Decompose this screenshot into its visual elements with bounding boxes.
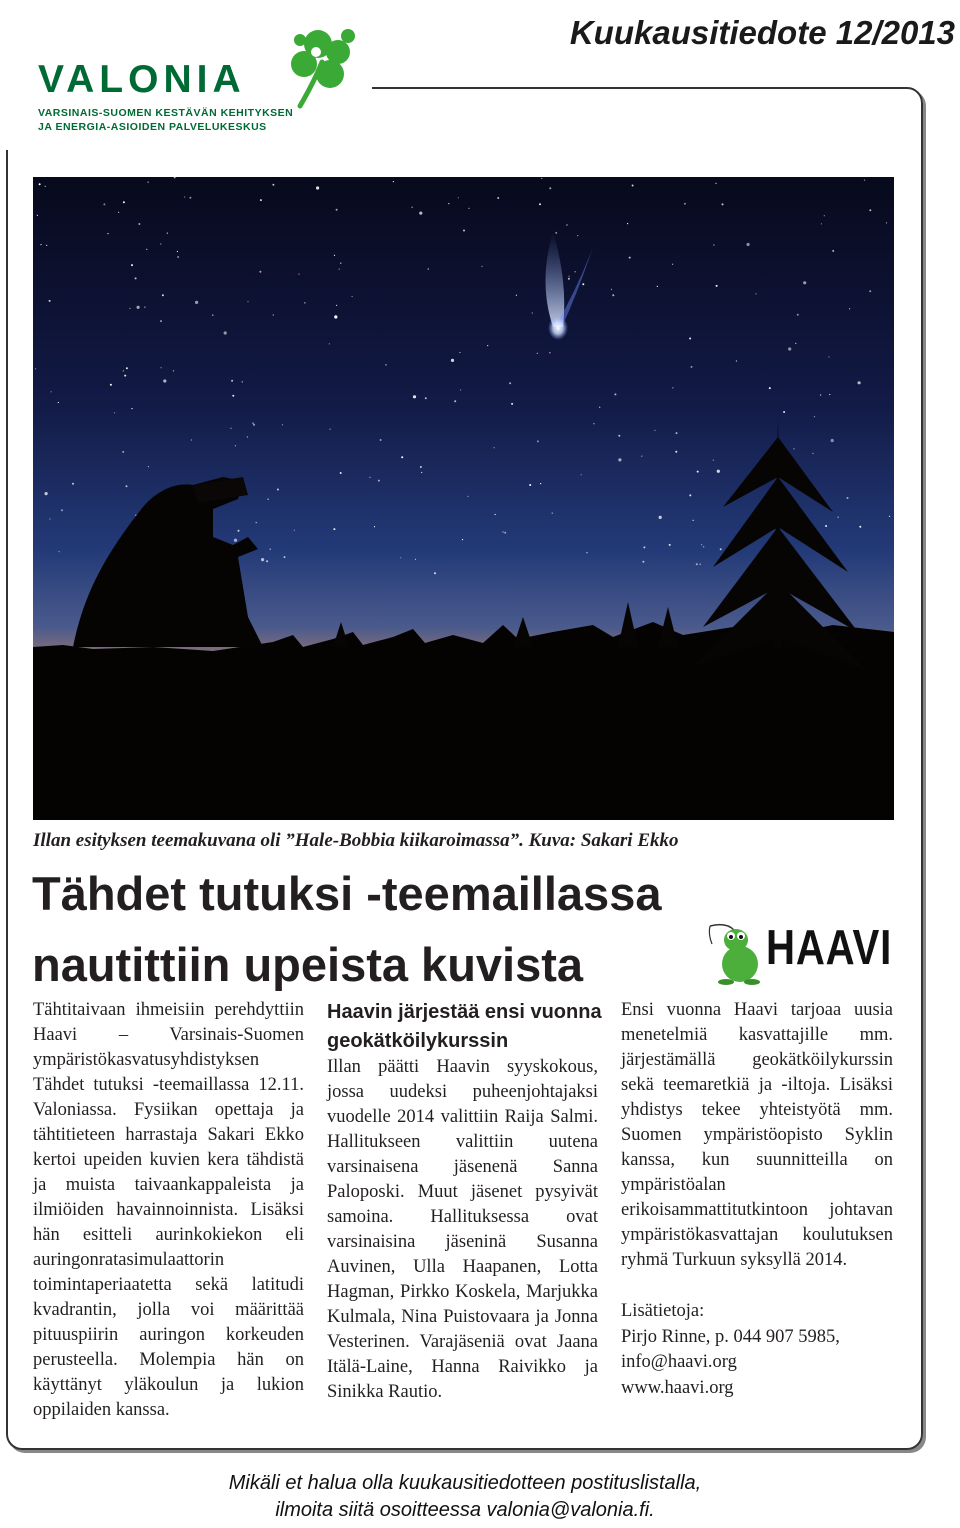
headline-line2: nautittiin upeista kuvista	[32, 938, 584, 991]
article-column-2: Illan päätti Haavin syyskokous, jossa uudeksi puheenjohtajaksi vuodelle 2014 valittiin Raija Salmi. Hallitukseen valittiin uutena varsinaisena jäsenenä Sanna Paloposki. Muut jäsenet pysyivät samoina. Hallituksessa ovat varsinaisina jäseninä Susanna Auvinen, Ulla Haapanen, Lotta Hagman, Pirkko Koskela, Marjukka Kulmala, Nina Puistovaara ja Jonna Vesterinen. Varajäseniä ovat Jaana Itälä-Laine, Hanna Raivikko ja Sinikka Rautio.	[327, 1057, 598, 1402]
star	[114, 412, 115, 413]
star	[568, 278, 570, 280]
star	[654, 430, 655, 431]
star	[421, 472, 422, 473]
star	[497, 197, 499, 199]
star	[256, 522, 257, 523]
star	[39, 183, 41, 185]
star	[123, 370, 124, 371]
star	[49, 300, 51, 302]
star	[700, 564, 701, 565]
star	[849, 308, 850, 309]
star	[385, 364, 386, 365]
star	[689, 338, 691, 340]
star	[123, 201, 125, 203]
star	[582, 283, 584, 285]
star	[509, 382, 511, 384]
star	[696, 563, 698, 565]
star	[374, 526, 375, 527]
star	[212, 315, 213, 316]
valonia-logo	[8, 8, 370, 148]
star	[122, 451, 124, 453]
star	[676, 432, 678, 434]
star	[599, 407, 600, 408]
star	[400, 557, 401, 558]
contact-info	[621, 1299, 893, 1401]
star	[612, 294, 614, 296]
star	[173, 370, 174, 371]
star	[659, 516, 662, 519]
star	[693, 520, 694, 521]
star	[820, 394, 821, 395]
star	[270, 549, 271, 550]
star	[160, 320, 162, 322]
star	[277, 489, 279, 491]
star	[49, 518, 50, 519]
logo-tagline-line2: JA ENERGIA-ASIOIDEN PALVELUKESKUS	[38, 121, 267, 133]
star	[253, 424, 255, 426]
star	[643, 546, 645, 548]
star	[294, 530, 295, 531]
star	[703, 546, 704, 547]
star	[161, 367, 162, 368]
star	[618, 458, 621, 461]
star	[191, 439, 192, 440]
star	[273, 314, 274, 315]
star	[333, 528, 335, 530]
star	[352, 296, 353, 297]
star	[428, 268, 429, 269]
star	[260, 199, 262, 201]
star	[148, 466, 149, 467]
star	[793, 448, 794, 449]
star	[795, 343, 796, 344]
footer-note	[0, 1470, 930, 1524]
star	[502, 531, 503, 532]
star	[35, 368, 36, 369]
article-column-1: Tähtitaivaan ihmeisiin perehdyttiin Haavi – Varsinais-Suomen ympäristökasvatusyhdistyksen Tähdet tutuksi -teemaillassa 12.11. Valoniassa. Fysiikan opettaja ja tähtitieteen harrastaja Sakari Ekko kertoi upeiden kuvien kera tähdistä ja muista taivaankappaleista ja ilmiöiden havainnoinnista. Lisäksi hän esitteli aurinkokiekon eli auringonratasimulaattorin toimintaperiaatetta sekä latitudi kvadrantin, jolla voi määrittää pituuspiirin auringon korkeuden perusteella. Molempia hän on käyttänyt yläkoulun ja lukion oppilaiden kanssa.	[33, 1000, 304, 1420]
star	[195, 301, 198, 304]
star	[540, 483, 541, 484]
star	[378, 480, 380, 482]
star	[577, 235, 578, 236]
star	[434, 572, 436, 574]
star	[889, 516, 890, 517]
article-headline	[32, 858, 712, 1000]
star	[812, 453, 813, 454]
star	[137, 306, 140, 309]
star	[336, 209, 338, 211]
star	[144, 307, 145, 308]
star	[701, 544, 702, 545]
star	[468, 208, 469, 209]
star	[672, 264, 673, 265]
star	[339, 269, 340, 270]
star	[247, 436, 248, 437]
column-2-heading: Haavin järjestää ensi vuonna geokätköilykurssin	[327, 1001, 602, 1052]
star	[549, 352, 550, 353]
star	[340, 472, 342, 474]
star	[138, 223, 140, 225]
star	[463, 230, 465, 232]
star	[51, 391, 52, 392]
star	[828, 356, 829, 357]
star	[316, 186, 319, 189]
star	[511, 403, 513, 405]
star	[146, 249, 147, 250]
star	[413, 395, 416, 398]
star	[448, 203, 449, 204]
star	[611, 289, 612, 290]
star	[415, 559, 416, 560]
star	[755, 293, 756, 294]
star	[238, 530, 240, 532]
star	[232, 395, 234, 397]
star	[715, 183, 716, 184]
star	[126, 367, 128, 369]
star	[247, 301, 248, 302]
star	[46, 245, 47, 246]
star	[821, 223, 822, 224]
star	[858, 381, 861, 384]
star	[532, 312, 533, 313]
star	[539, 203, 541, 205]
article-column-3: Ensi vuonna Haavi tarjoaa uusia menetelmiä kasvattajille mm. järjestämällä geokätköilykurssin sekä teemaretkiä ja -iltoja. Lisäksi yhdistys tekee yhteistyötä mm. Suomen ympäristöopisto Syklin kanssa, kun suunnitteilla on ympäristöalan erikoisammattitutkintoon johtavan ympäristökasvattajan koulutuksen ryhmä Turkuun syksyllä 2014.	[621, 1000, 893, 1270]
star	[160, 243, 161, 244]
star	[555, 232, 557, 234]
star	[336, 305, 337, 306]
star	[167, 233, 168, 234]
star	[847, 497, 849, 499]
photo-caption: Illan esityksen teemakuvana oli ”Hale-Bobbia kiikaroimassa”. Kuva: Sakari Ekko	[33, 830, 679, 851]
logo-tagline	[38, 106, 293, 134]
star	[516, 295, 517, 296]
star	[864, 180, 865, 181]
star	[586, 552, 587, 553]
star	[419, 212, 422, 215]
star	[268, 499, 269, 500]
star	[632, 185, 634, 187]
star	[657, 286, 658, 287]
star	[107, 233, 108, 234]
star	[641, 456, 642, 457]
star	[135, 277, 137, 279]
star	[494, 447, 495, 448]
star	[569, 276, 570, 277]
star	[886, 222, 887, 223]
star	[832, 250, 834, 252]
star	[672, 387, 673, 388]
issue-title: Kuukausitiedote 12/2013	[569, 14, 955, 51]
star	[261, 558, 264, 561]
star	[575, 271, 576, 272]
star	[304, 302, 305, 303]
star	[747, 243, 750, 246]
star	[566, 224, 567, 225]
star	[369, 477, 370, 478]
star	[231, 380, 233, 382]
clover-icon	[278, 22, 368, 112]
star	[689, 494, 691, 496]
star	[230, 428, 231, 429]
star	[495, 514, 496, 515]
comet-night-photo	[33, 177, 894, 820]
star	[131, 408, 132, 409]
headline-line1: Tähdet tutuksi -teemaillassa	[32, 867, 662, 920]
star	[118, 212, 119, 213]
star	[838, 517, 839, 518]
star	[783, 411, 785, 413]
star	[459, 352, 460, 353]
star	[266, 560, 268, 562]
star	[769, 387, 771, 389]
star	[814, 416, 815, 417]
star	[401, 456, 403, 458]
star	[335, 315, 336, 316]
star	[259, 271, 261, 273]
star	[788, 347, 791, 350]
star	[163, 379, 166, 382]
star	[177, 256, 179, 258]
star	[869, 290, 871, 292]
star	[581, 474, 582, 475]
star	[825, 525, 827, 527]
star	[537, 353, 538, 354]
star	[713, 244, 714, 245]
star	[803, 281, 806, 284]
star	[45, 492, 48, 495]
star	[869, 209, 871, 211]
star	[642, 561, 644, 563]
star	[504, 532, 506, 534]
star	[284, 556, 286, 558]
star	[126, 485, 128, 487]
star	[252, 423, 253, 424]
star	[242, 381, 243, 382]
star	[451, 359, 454, 362]
star	[462, 539, 463, 540]
star	[467, 496, 468, 497]
star	[177, 251, 178, 252]
star	[460, 389, 461, 390]
star	[720, 548, 722, 550]
info-email[interactable]: info@haavi.org	[621, 1352, 737, 1372]
star	[148, 182, 149, 183]
star	[224, 331, 227, 334]
star	[59, 551, 60, 552]
star	[529, 484, 531, 486]
star	[713, 460, 714, 461]
star	[298, 274, 299, 275]
star	[736, 360, 737, 361]
star	[37, 215, 38, 216]
star	[831, 439, 834, 442]
star	[330, 429, 331, 430]
star	[797, 314, 799, 316]
star	[697, 471, 699, 473]
star	[675, 451, 677, 453]
star	[189, 197, 191, 199]
frog-icon	[706, 920, 766, 986]
star	[458, 197, 459, 198]
star	[110, 384, 112, 386]
star	[824, 215, 825, 216]
footer-line2: ilmoita siitä osoitteessa valonia@valonia.fi.	[275, 1499, 655, 1521]
star	[722, 203, 724, 205]
star	[184, 196, 185, 197]
star	[684, 203, 686, 205]
star	[537, 440, 539, 442]
star	[541, 178, 542, 179]
star	[829, 394, 830, 395]
star	[234, 539, 237, 542]
star	[129, 308, 130, 309]
info-contact: Pirjo Rinne, p. 044 907 5985,	[621, 1326, 840, 1347]
logo-tagline-line1: VARSINAIS-SUOMEN KESTÄVÄN KEHITYKSEN	[38, 107, 294, 119]
star	[627, 223, 628, 224]
star	[614, 393, 616, 395]
star	[329, 343, 330, 344]
star	[103, 203, 105, 205]
star	[593, 423, 594, 424]
logo-word: VALONIA	[38, 58, 246, 101]
footer-line1: Mikäli et halua olla kuukausitiedotteen postituslistalla,	[228, 1472, 702, 1494]
star	[481, 266, 482, 267]
star	[618, 435, 620, 437]
star	[334, 255, 335, 256]
star	[45, 186, 46, 187]
star	[691, 366, 693, 368]
star	[40, 244, 41, 245]
star	[454, 400, 456, 402]
star	[162, 294, 164, 296]
star	[135, 515, 136, 516]
star	[393, 181, 394, 182]
star	[549, 187, 551, 189]
star	[412, 207, 413, 208]
star	[235, 445, 236, 446]
haavi-logo-word: HAAVI	[766, 921, 893, 975]
star	[629, 257, 631, 259]
star	[717, 470, 720, 473]
star	[124, 375, 126, 377]
info-website[interactable]: www.haavi.org	[621, 1377, 734, 1398]
star	[420, 466, 422, 468]
star	[380, 439, 382, 441]
star	[58, 402, 59, 403]
star	[272, 184, 274, 186]
haavi-logo	[706, 920, 896, 986]
star	[340, 263, 341, 264]
star	[859, 526, 861, 528]
star	[282, 424, 283, 425]
star	[552, 513, 553, 514]
star	[61, 509, 63, 511]
info-label: Lisätietoja:	[621, 1301, 705, 1321]
star	[425, 397, 427, 399]
star	[131, 264, 133, 266]
star	[72, 483, 74, 485]
star	[716, 285, 718, 287]
star	[669, 544, 671, 546]
star	[487, 345, 488, 346]
